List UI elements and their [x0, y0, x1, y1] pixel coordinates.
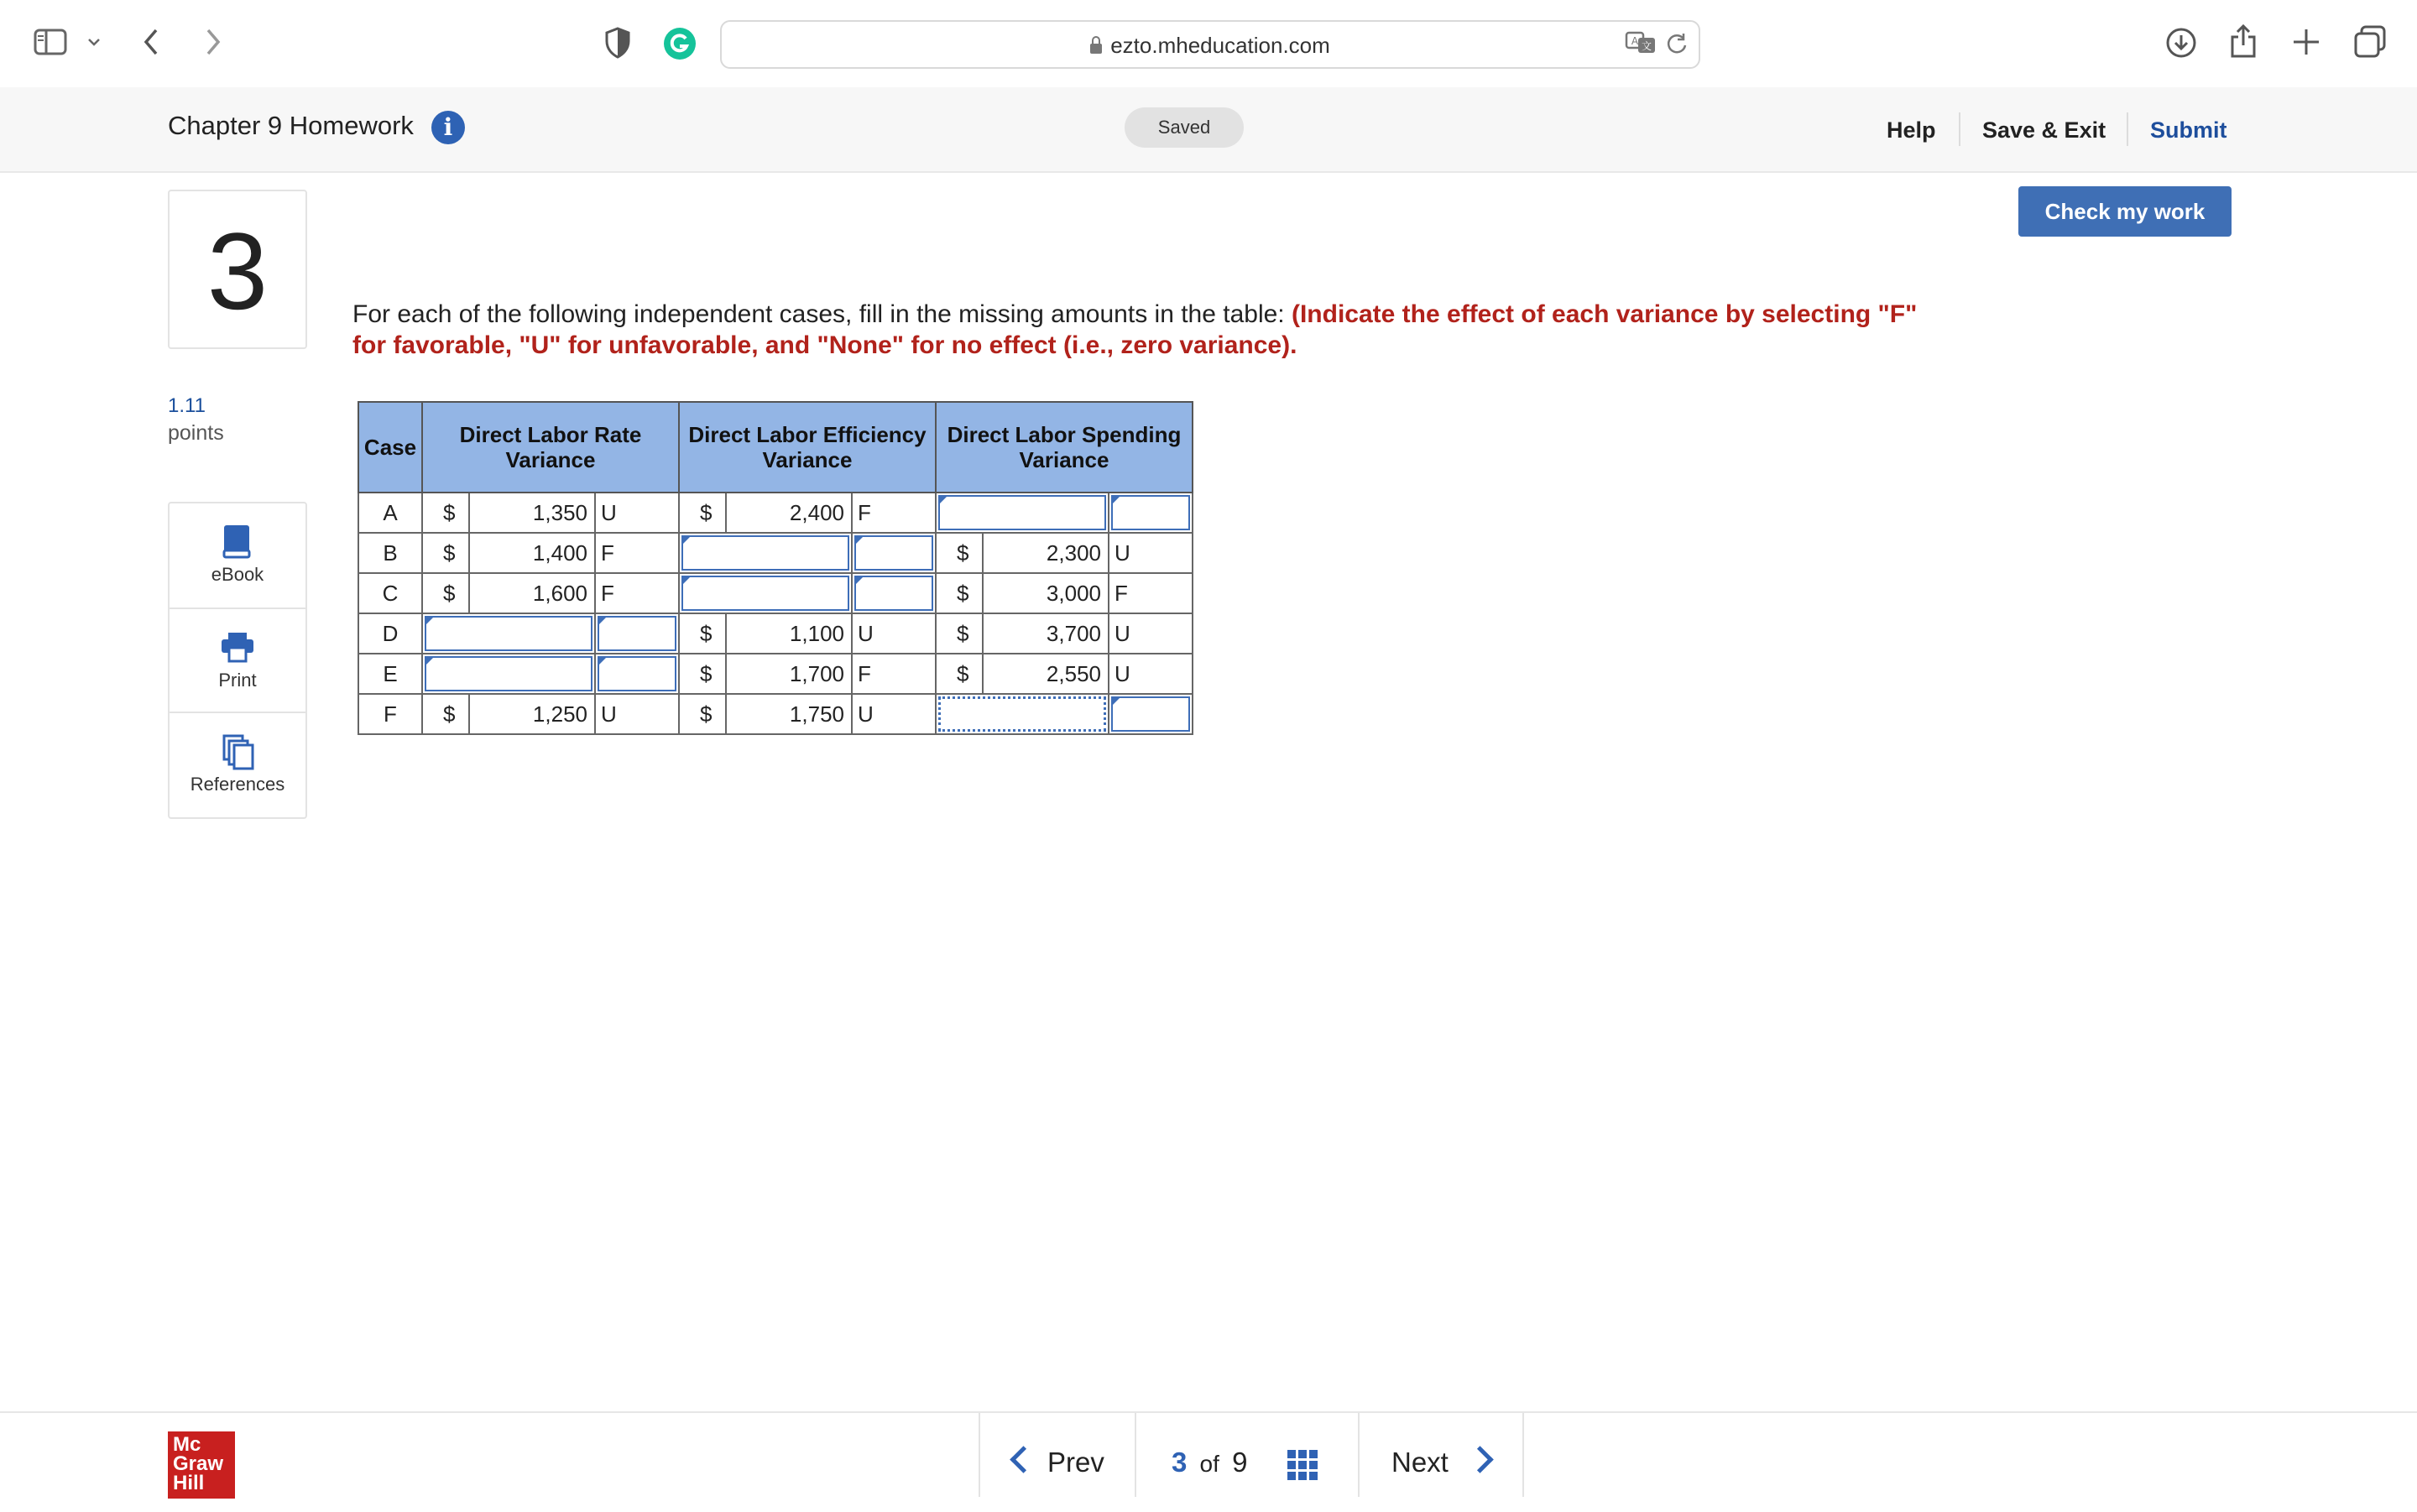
header-rate-variance: Direct Labor Rate Variance: [422, 402, 679, 493]
spending-currency: $: [936, 613, 983, 654]
case-label: A: [358, 493, 422, 533]
spending-amount-input[interactable]: [938, 696, 1106, 732]
question-number: 3: [206, 210, 269, 332]
table-row: [358, 533, 1193, 573]
spending-effect: U: [1109, 533, 1193, 573]
efficiency-amount: 1,700: [726, 654, 852, 694]
efficiency-currency: $: [679, 694, 726, 734]
efficiency-amount: 1,750: [726, 694, 852, 734]
spending-amount-input[interactable]: [938, 495, 1106, 530]
shield-icon[interactable]: [604, 27, 631, 59]
check-my-work-button[interactable]: Check my work: [2018, 186, 2232, 237]
efficiency-currency: $: [679, 654, 726, 694]
rate-currency: $: [422, 533, 469, 573]
chevron-left-icon: [1010, 1446, 1037, 1473]
spending-amount-cell: [936, 694, 1109, 734]
variance-table: [358, 401, 1193, 735]
ebook-label: eBook: [211, 564, 264, 585]
efficiency-currency: $: [679, 493, 726, 533]
grammarly-icon[interactable]: [663, 27, 697, 60]
rate-amount-cell: [422, 654, 595, 694]
header-case: Case: [358, 402, 422, 493]
efficiency-effect-cell: [852, 533, 936, 573]
address-bar[interactable]: [720, 20, 1700, 69]
download-icon[interactable]: [2165, 27, 2197, 59]
assignment-title: Chapter 9 Homework: [168, 111, 414, 140]
rate-amount: 1,600: [469, 573, 595, 613]
browser-toolbar: [0, 0, 2417, 89]
references-icon: [222, 733, 255, 770]
spending-currency: $: [936, 654, 983, 694]
print-button[interactable]: [170, 607, 305, 713]
efficiency-amount-input[interactable]: [681, 576, 849, 611]
back-icon[interactable]: [139, 27, 164, 57]
new-tab-icon[interactable]: [2291, 27, 2321, 57]
help-link[interactable]: Help: [1887, 117, 1936, 143]
svg-text:A: A: [1631, 35, 1639, 47]
footer: [0, 1411, 2417, 1512]
table-row: [358, 654, 1193, 694]
spending-effect-cell: [1109, 493, 1193, 533]
points-label: points: [168, 421, 224, 445]
rate-effect: U: [595, 694, 679, 734]
rate-amount: 1,250: [469, 694, 595, 734]
instructions-text: For each of the following independent cases, fill in the missing amounts in the table:: [352, 300, 1292, 328]
spending-amount-cell: [936, 493, 1109, 533]
translate-icon[interactable]: [1625, 30, 1658, 55]
spending-currency: $: [936, 533, 983, 573]
chevron-right-icon: [1466, 1446, 1494, 1473]
header-efficiency-variance: Direct Labor Efficiency Variance: [679, 402, 936, 493]
efficiency-amount-cell: [679, 573, 852, 613]
question-grid-icon: [1287, 1450, 1318, 1480]
efficiency-effect: F: [852, 654, 936, 694]
efficiency-effect: U: [852, 694, 936, 734]
case-label: F: [358, 694, 422, 734]
efficiency-amount: 2,400: [726, 493, 852, 533]
efficiency-amount-cell: [679, 533, 852, 573]
print-label: Print: [218, 670, 257, 691]
spending-effect: F: [1109, 573, 1193, 613]
lock-icon: [1090, 44, 1102, 54]
case-label: D: [358, 613, 422, 654]
spending-amount: 3,700: [983, 613, 1109, 654]
efficiency-effect-dropdown[interactable]: [854, 535, 933, 571]
rate-amount-input[interactable]: [425, 616, 593, 651]
info-icon[interactable]: i: [431, 111, 465, 144]
variance-table-body: [358, 493, 1193, 734]
spending-effect-dropdown[interactable]: [1111, 696, 1190, 732]
reload-icon[interactable]: [1665, 32, 1689, 55]
question-tools: [168, 502, 307, 819]
table-row: [358, 493, 1193, 533]
rate-currency: $: [422, 694, 469, 734]
spending-effect-dropdown[interactable]: [1111, 495, 1190, 530]
forward-icon[interactable]: [200, 27, 225, 57]
table-row: [358, 694, 1193, 734]
ebook-button[interactable]: [170, 503, 305, 607]
saved-status-badge: Saved: [1125, 107, 1244, 148]
tab-overview-icon[interactable]: [2353, 25, 2387, 59]
rate-effect-cell: [595, 654, 679, 694]
book-icon: [222, 524, 252, 559]
efficiency-currency: $: [679, 613, 726, 654]
rate-effect-dropdown[interactable]: [598, 616, 676, 651]
spending-amount: 3,000: [983, 573, 1109, 613]
submit-link[interactable]: Submit: [2150, 117, 2227, 143]
question-number-card: [168, 190, 307, 349]
efficiency-amount: 1,100: [726, 613, 852, 654]
efficiency-amount-input[interactable]: [681, 535, 849, 571]
rate-amount-cell: [422, 613, 595, 654]
page-indicator-text: 3 of 9: [1172, 1447, 1248, 1478]
rate-effect: U: [595, 493, 679, 533]
spending-currency: $: [936, 573, 983, 613]
case-label: B: [358, 533, 422, 573]
efficiency-effect: U: [852, 613, 936, 654]
references-button[interactable]: [170, 712, 305, 817]
share-icon[interactable]: [2229, 23, 2258, 59]
efficiency-effect-cell: [852, 573, 936, 613]
table-row: [358, 613, 1193, 654]
next-label: Next: [1391, 1447, 1449, 1478]
rate-amount-input[interactable]: [425, 656, 593, 691]
table-row: [358, 573, 1193, 613]
efficiency-effect-dropdown[interactable]: [854, 576, 933, 611]
header-divider: [1959, 112, 1960, 146]
rate-amount: 1,350: [469, 493, 595, 533]
rate-effect-cell: [595, 613, 679, 654]
case-label: C: [358, 573, 422, 613]
rate-effect: F: [595, 533, 679, 573]
spending-amount: 2,550: [983, 654, 1109, 694]
svg-text:文: 文: [1641, 40, 1652, 52]
printer-icon: [220, 631, 255, 663]
spending-effect: U: [1109, 654, 1193, 694]
points-value: 1.11: [168, 394, 206, 417]
url-text: ezto.mheducation.com: [722, 33, 1699, 59]
next-button[interactable]: [1358, 1413, 1524, 1497]
prev-button[interactable]: [979, 1413, 1136, 1497]
spending-effect: U: [1109, 613, 1193, 654]
rate-amount: 1,400: [469, 533, 595, 573]
case-label: E: [358, 654, 422, 694]
mcgraw-hill-logo: Mc Graw Hill: [168, 1431, 235, 1499]
instructions-emphasis: (Indicate the effect of each variance by selecting "F" for favorable, "U" for unfavorable, and "None" for no effect (i.e., zero variance).: [352, 300, 1918, 359]
spending-effect-cell: [1109, 694, 1193, 734]
prev-label: Prev: [1047, 1447, 1104, 1478]
spending-amount: 2,300: [983, 533, 1109, 573]
rate-currency: $: [422, 493, 469, 533]
chevron-down-icon[interactable]: [86, 34, 102, 50]
rate-currency: $: [422, 573, 469, 613]
header-divider: [2127, 112, 2128, 146]
page-indicator[interactable]: [1135, 1413, 1360, 1497]
efficiency-effect: F: [852, 493, 936, 533]
save-exit-link[interactable]: Save & Exit: [1982, 117, 2106, 143]
question-instructions: [352, 299, 1947, 361]
rate-effect-dropdown[interactable]: [598, 656, 676, 691]
assignment-header: [0, 87, 2417, 173]
rate-effect: F: [595, 573, 679, 613]
sidebar-toggle-icon[interactable]: [34, 29, 67, 55]
references-label: References: [190, 774, 285, 795]
header-spending-variance: Direct Labor Spending Variance: [936, 402, 1193, 493]
